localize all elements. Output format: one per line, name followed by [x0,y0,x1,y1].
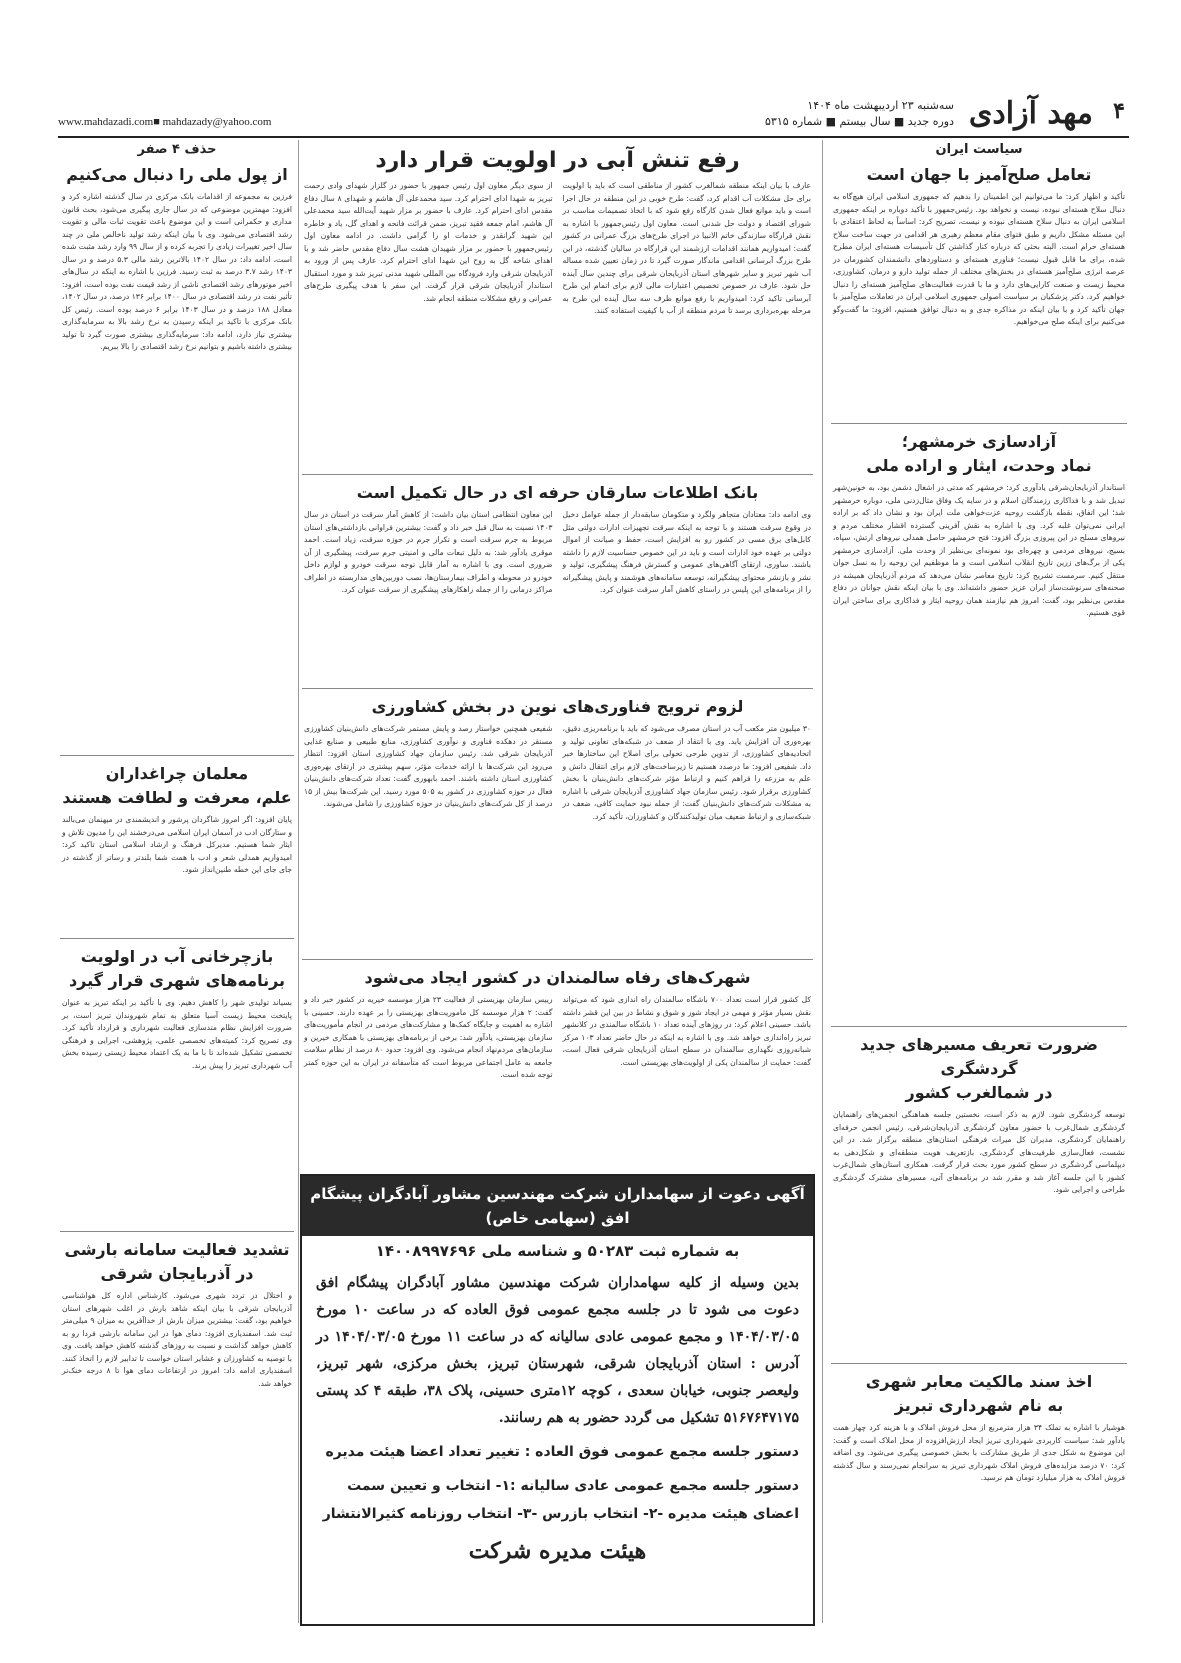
article-body: توسعه گردشگری شود. لازم به ذکر است، نخستین جلسه هماهنگی انجمن‌های راهنمایان گردشگری شمال‌غرب با حضور معاون گردشگری آذربایجان‌شرقی، رئیس انجمن حرفه‌ای راهنمایان گردشگری، مدیران کل میراث فرهنگی استان‌های منطقه برگزار شد. در این نشست، فعال‌سازی ظرفیت‌های گردشگری، بازتعریف هویت منطقه‌ای و شکل‌دهی به دیپلماسی گردشگری در سطح کشور مورد بحث قرار گرفت. همکاری استان‌های شمال‌غرب کشور با این جلسه آغاز شد و مقرر شد در برنامه‌های آتی، مسیرهای مشترک گردشگری طراحی و اجرایی شود. [833,1110,1125,1194]
article-title: بازچرخانی آب در اولویت [80,947,274,966]
page-number: ۴ [1113,98,1125,124]
article-title: تعامل صلح‌آمیز با جهان است [866,165,1092,184]
article-title: از پول ملی را دنبال می‌کنیم [66,165,288,184]
article-body: وی ادامه داد: معتادان متجاهر ولگرد و متکومان سابقه‌دار از جمله عوامل دخیل در وقوع سرقت هستند و با توجه به اینکه سرقت تجهیزات ادارات دولتی مثل کابل‌های برق مسی در کشور رو به افزایش است، حفظ و صیانت از اموال دولتی بر عهده خود ادارات است و باید در این خصوص حساسیت لازم را داشته باشند. ساوری، ارتقای آگاهی‌های عمومی و گسترش فرهنگ پیشگیری، تولید و نشر و بازنشر محتوای پیشگیرانه، توسعه سامانه‌های هوشمند و پایش پیشگیرانه را از برنامه‌های این پلیس در راستای کاهش آمار سرقت عنوان کرد. [562,510,811,594]
article-body: تأکید و اظهار کرد: ما می‌توانیم این اطمینان را بدهیم که جمهوری اسلامی ایران هیچ‌گاه به دنبال سلاح هسته‌ای نبوده، نیست و نخواهد بود. رئیس‌جمهور با تأکید دوباره بر اینکه جمهوری اسلامی ایران به دنبال سلاح هسته‌ای نبوده و نیست، تصریح کرد: اساساً به لحاظ اعتقادی با این مسئله مشکل داریم و طبق فتوای مقام معظم رهبری هر اقدامی در جهت ساخت سلاح هسته‌ای حرام است. البته بحثی که درباره کنار گذاشتن کل تأسیسات هسته‌ای ایران مطرح شده، برای ما قابل قبول نیست؛ فناوری هسته‌ای و دستاوردهای دانشمندان کشورمان در عرصه انرژی صلح‌آمیز هسته‌ای در بخش‌های مختلف از جمله تولید دارو و درمان، کشاورزی، محیط زیست و صنعت کارایی‌های دارد و ما با قدرت فعالیت‌های صلح‌آمیز هسته‌ای را دنبال خواهیم کرد. دکتر پزشکیان بر سیاست اصولی جمهوری اسلامی ایران در تعاملات صلح‌آمیز با جهان تأکید کرد و با بیان اینکه در مذاکره جدی و به دنبال توافق هستیم، افزود: ما گفت‌وگو می‌کنیم برای اینکه صلح می‌خواهیم. [833,192,1125,326]
article-columns [300,180,815,470]
notice-body: بدین وسیله از کلیه سهامداران شرکت مهندسین مشاور آبادگران پیشگام افق دعوت می شود تا در جلسه مجمع عمومی فوق العاده که در ساعت ۱۰ مورخ ۱۴۰۴/۰۳/۰۵ و مجمع عمومی عادی سالیانه که در ساعت ۱۱ مورخ ۱۴۰۴/۰۳/۰۵ در آدرس : استان آذربایجان شرقی، شهرستان تبریز، بخش مرکزی، شهر تبریز، ولیعصر جنوبی، خیابان سعدی ، کوچه ۱۲متری حسینی، پلاک ۳۸، طبقه ۴ کد پستی ۵۱۶۷۶۴۷۱۷۵ تشکیل می گردد حضور به هم رسانند. [316,1275,799,1426]
date-line: سه‌شنبه ۲۳ اردیبهشت ماه ۱۴۰۴ [807,99,954,112]
article-title: در شمالغرب کشور [905,1083,1053,1102]
article-title: شهرک‌های رفاه سالمندان در کشور ایجاد می‌شود [364,968,751,987]
center-column [300,140,815,1173]
article-title: برنامه‌های شهری قرار گیرد [68,971,286,990]
notice-agenda-annual: دستور جلسه مجمع عمومی عادی سالیانه :۱- انتخاب و تعیین سمت اعضای هیئت مدیره -۲- انتخاب بازرس -۳- انتخاب روزنامه کثیرالانتشار [322,1478,799,1522]
article-title: علم، معرفت و لطافت هستند [62,788,292,807]
notice-agenda-extraordinary: دستور جلسه مجمع عمومی فوق العاده : تغییر تعداد اعضا هیئت مدیره [325,1444,799,1460]
shareholders-notice [300,1174,815,1626]
divider [302,959,813,960]
divider [831,1363,1127,1364]
page-header [58,96,1129,136]
divider [60,755,294,756]
article-body: هوشیار با اشاره به تملک ۳۴ هزار مترمربع از محل فروش املاک و با هزینه کرد چهار همت یادآور شد: سیاست کاربردی شهرداری تبریز ایجاد ارزش‌افزوده از محل املاک است و گفت: این موضوع به شکل جدی از طریق مشارکت با بخش خصوصی پیگیری می‌شود. وی اضافه کرد: ۷۰ درصد مزایده‌های فروش املاک شهرداری تبریز به سرانجام نمی‌رسند و سال گذشته فروش املاک به هزار میلیارد تومان هم نرسید. [833,1423,1125,1482]
article-body: شفیعی همچنین خواستار رصد و پایش مستمر شرکت‌های دانش‌بنیان کشاورزی مستقر در دهکده فناوری و نوآوری کشاورزی، منابع طبیعی و صنایع غذایی آذربایجان شرقی شد. رئیس سازمان جهاد کشاورزی استان افزود: انتظار می‌رود این شرکت‌ها با ارائه خدمات مؤثر، سهم بیشتری در ارتقای بهره‌وری کشاورزی استان داشته باشند. احمد بابهوری گفت: تعداد شرکت‌های دانش‌بنیان فعال در حوزه کشاورزی در کشور به ۵۰۵ مورد رسید. این شرکت‌ها بیش از ۱۵ درصد از کل شرکت‌های دانش‌بنیان در حوزه کشاورزی را شامل می‌شوند. [304,724,553,808]
website-email[interactable]: www.mahdazadi.com■ mahdazady@yahoo.com [58,116,272,128]
issue-info [765,98,954,130]
article-columns [300,723,815,955]
article-body: و اختلال در تردد شهری می‌شود. کارشناس اداره کل هواشناسی آذربایجان شرقی با بیان اینکه شاهد بارش در اغلب شهرهای استان خواهیم بود، گفت: بیشترین میزان بارش از خداآفرین به میزان ۹ میلی‌متر ثبت شد. اسفندیاری افزود: دمای هوا در این سامانه بارشی فردا رو به کاهش خواهد گذاشت و نسبت به روزهای گذشته کاهش خواهد یافت. وی با توصیه به کشاورزان و عشایر استان خواست تا تدابیر لازم را اتخاذ کنند. اسفندیاری ادامه داد: امروز در ارتفاعات دمای هوا تا ۸ درجه خنک‌تر خواهد شد. [62,1291,292,1388]
article-body: از سوی دیگر معاون اول رئیس جمهور با حضور در گلزار شهدای وادی رحمت تبریز به شهدا ادای احترام کرد. سید محمدعلی آل هاشم و شهدای ۸ سال دفاع مقدس ادای احترام کرد. عارف با حضور بر مزار شهید آیت‌الله سید محمدعلی آل هاشم، امام جمعه فقید تبریز، ضمن قرائت فاتحه و اهدای گل، یاد و خاطره این شهید گرانقدر و خدمات او را گرامی داشت. در ادامه معاون اول رئیس‌جمهور با حضور بر مزار شهیدان هشت سال دفاع مقدس حاضر شد و با اهدای شاخه گل به روح این شهدا ادای احترام کرد. عارف پس از ورود به آذربایجان شرقی وارد فرودگاه بین المللی شهید مدنی تبریز شد و مورد استقبال استاندار آذربایجان شرقی قرار گرفت. این سفر با هدف پیگیری طرح‌های عمرانی و رفع مشکلات منطقه انجام شد. [304,181,553,303]
column-divider [822,140,823,1623]
article-title: تشدید فعالیت سامانه بارشی [64,1240,290,1259]
article-body: این معاون انتظامی استان بیان داشت: از کاهش آمار سرقت در استان در سال ۱۴۰۳ نسبت به سال قبل خبر داد و گفت: بیشترین فراوانی بازداشتی‌های استان مربوط به جرم سرقت است و تکرار جرم در حوزه سرقت، زیاد است. احمد موقری یادآور شد: به دلیل تبعات مالی و امنیتی جرم سرقت، پیشگیری از آن ضروری است. وی با اشاره به آمار قابل توجه سرقت خودرو و لوازم داخل خودرو در محوطه و اطراف بیمارستان‌ها، نصب دوربین‌های مداربسته در اطراف مراکز درمانی را از جمله راهکارهای پیشگیری از سرقت عنوان کرد. [304,510,553,594]
article-title: معلمان چراغداران [105,764,249,783]
header-rule [58,136,1129,138]
article-title: لزوم ترویج فناوری‌های نوین در بخش کشاورزی [371,697,744,716]
article-body: ۳۰ میلیون متر مکعب آب در استان مصرف می‌شود که باید با برنامه‌ریزی دقیق، بهره‌وری آن افزایش یابد. وی با انتقاد از ضعف در شبکه‌های تعاونی تولید و اتحادیه‌های کشاورزی، از تدوین طرحی تحولی برای اصلاح این ساختارها خبر داد. شفیعی افزود: ما درصدد هستیم تا زیرساخت‌های لازم برای انتقال دانش و علم به مزرعه را فراهم کنیم و ارتباط مؤثر شرکت‌های دانش‌بنیان با بخش کشاورزی برقرار شود. رئیس سازمان جهاد کشاورزی آذربایجان شرقی با اشاره به مشکلات شرکت‌های دانش‌بنیان گفت: از جمله نبود حمایت کافی، ضعف در شبکه‌سازی و ارتباط ضعیف میان تولیدکنندگان و کشاورزان، تأکید کرد. [562,724,811,821]
article-title: اخذ سند مالکیت معابر شهری [865,1372,1093,1391]
article-title: رفع تنش آبی در اولویت قرار دارد [375,148,740,173]
article-columns [300,509,815,684]
article-body: کل کشور قرار است تعداد ۷۰۰ باشگاه سالمندان راه اندازی شود که می‌تواند نقش بسیار مؤثر و مهمی در ایجاد شور و شوق و نشاط در بین این قشر داشته باشد. حسینی اعلام کرد: در روزهای آینده تعداد ۱۰ باشگاه سالمندی در کلانشهر تبریز راه‌اندازی خواهد شد. وی با اشاره به اینکه در حال حاضر تعداد ۱۰۳ مرکز شبانه‌روزی نگهداری سالمندان در سطح استان آذربایجان شرقی فعال است، گفت: حمایت از سالمندان یکی از اولویت‌های بهزیستی است. [562,995,811,1067]
divider [60,938,294,939]
article-kicker: حذف ۴ صفر [137,142,217,157]
right-column [829,140,1129,1623]
article-title: بانک اطلاعات سارقان حرفه ای در حال تکمیل است [356,483,759,502]
issue-line: دوره جدید ■ سال بیستم ■ شماره ۵۳۱۵ [765,115,954,128]
article-body: استاندار آذربایجان‌شرقی یادآوری کرد: خرمشهر که مدتی در اشغال دشمن بود، به خونین‌شهر تبدیل شد و با فداکاری رزمندگان اسلام و در سایه یک وفاق مثال‌زدنی ملی، دوباره خرمشهر شد؛ این اتفاق، نقطه بازگشت روحیه عزت‌خواهی ملت ایران بود و نشان داد که بر اراده ایرانی نمی‌توان غلبه کرد. وی با اشاره به نقش آفرینی گسترده اقشار مختلف مردم و نیروهای مسلح در این پیروزی بزرگ افزود: فتح خرمشهر حاصل همدلی نیروهای ارتش، سپاه، بسیج، نیروهای مردمی و چهره‌ای بود نمونه‌ای بی‌نظیر از وحدت ملی. آزادسازی خرمشهر یکی از برگ‌های زرین تاریخ انقلاب اسلامی است و ما موظفیم این روحیه را به نسل جوان منتقل کنیم. سرمست تشریح کرد: تاریخ معاصر نشان می‌دهد که مردم آذربایجان همیشه در صحنه‌های سرنوشت‌ساز ایران عزیز حضور داشته‌اند. وی با بیان اینکه نقش جوانان در دفاع مقدس بی‌نظیر بود، گفت: امروز هم نیازمند همان روحیه ایثار و فداکاری برای ساختن ایران قوی هستیم. [833,483,1125,617]
notice-title: آگهی دعوت از سهامداران شرکت مهندسین مشاور آبادگران پیشگام افق (سهامی خاص) [302,1176,813,1236]
notice-registration: به شماره ثبت ۵۰۲۸۳ و شناسه ملی ۱۴۰۰۸۹۹۷۶۹۶ [375,1242,740,1260]
article-kicker: سیاست ایران [935,142,1023,157]
article-title: ضرورت تعریف مسیرهای جدید گردشگری [860,1035,1098,1078]
article-body: رییس سازمان بهزیستی از فعالیت ۲۳ هزار موسسه خیریه در کشور خبر داد و گفت: ۲ هزار موسسه کل ماموریت‌های بهزیستی را بر عهده دارند. حسینی با اشاره به اهمیت و جایگاه کمک‌ها و مشارکت‌های مردمی در انجام مأموریت‌های سازمان بهزیستی، یادآور شد: برخی از برنامه‌های بهزیستی با همکاری خیرین و سازمان‌های مردم‌نهاد انجام می‌شود. وی افزود: حدود ۸۰ درصد از نظام سلامت جامعه به عامل اجتماعی مربوط است که متأسفانه در ایران به این حوزه کمتر توجه شده است. [304,995,553,1079]
article-title: آزادسازی خرمشهر؛ [901,432,1057,451]
article-title: نماد وحدت، ایثار و اراده ملی [866,456,1092,475]
left-column [58,140,296,1623]
article-title: در آذربایجان شرقی [100,1264,254,1283]
column-divider [298,140,299,1623]
divider [302,688,813,689]
divider [60,1231,294,1232]
article-body: بسیاند تولیدی شهر را کاهش دهیم. وی با تأکید بر اینکه تبریز به عنوان پایتخت محیط زیست آسیا متعلق به تمام شهروندان تبریز است، بر ضرورت افزایش نظام متدسازی فعالیت شهرداری و قرارداد تأکید کرد. وی تصریح کرد: کمیته‌های تخصصی علمی، پژوهشی، اجرایی و فرهنگی تخصصی تشکیل شده‌اند تا با ما به یک اعتماد محیط زیستی رسیده بخش آب شهرداری تبریز را پیش برند. [62,998,292,1070]
article-body: عارف با بیان اینکه منطقه شمالغرب کشور از مناطقی است که باید با اولویت برای حل مشکلات آب اقدام کرد، گفت: طرح خوبی در این منطقه در حال اجرا است و باید موانع فعال شدن کارگاه رفع شود که با اتخاذ تصمیمات مناسب در شورای اقتصاد و دولت حل شدنی است. معاون اول رئیس‌جمهور با اشاره به نقش قرارگاه سازندگی خاتم الانبیا در اجرای طرح‌های بزرگ عمرانی در کشور گفت: امیدواریم همانند اقدامات ارزشمند این قرارگاه در سالیان گذشته، در این طرح بزرگ آبرسانی اقدامی ماندگار صورت گیرد تا در زمان تعیین شده مساله آب شهر تبریز و سایر شهرهای استان آذربایجان شرقی برای چندین سال آینده حل شود. عارف در خصوص تخصیص اعتبارات مالی لازم برای اتمام این طرح آبرسانی تاکید کرد: امیدواریم با رفع موانع ظرف سه سال آینده این طرح به مرحله بهره‌برداری برسد تا مردم منطقه از آب با کیفیت استفاده کنند. [562,181,811,315]
article-body: پایان افزود: اگر امروز شاگردان پرشور و اندیشمندی در میهنمان می‌بالند و ستارگان ادب در آسمان ایران اسلامی می‌درخشند این را مدیون تلاش و ایثار شما هستیم. مدیرکل فرهنگ و ارشاد اسلامی استان تاکید کرد: امیدواریم همدلی شعر و ادب با همت شما بلندتر و رساتر از گذشته در جای جای این خطه طنین‌انداز شود. [62,815,292,874]
article-columns [300,994,815,1173]
newspaper-logo: مهد آزادی [968,96,1093,131]
article-body: فرزین به مجموعه از اقدامات بانک مرکزی در سال گذشته اشاره کرد و افزود: مهمترین موضوعی که در سال جاری پیگیری می‌شود، بحث قانون مداری و حکمرانی است و این موضوع باعث تقویت ثبات مالی و تقویت رشد اقتصادی می‌شود. وی با بیان اینکه رشد تولید ناخالص ملی در چند سال اخیر تغییرات زیادی را تجربه کرده و از سال ۹۹ وارد رشد مثبت شده است، ادامه داد: در سال ۱۴۰۲ بالاترین رشد مالی ۵.۳ درصد و در سال ۱۴۰۳ رشد ۳.۷ درصد به ثبت رسید. فرزین با اشاره به اینکه در سال‌های اخیر موتورهای رشد اقتصادی ناشی از رشد قیمت نفت بوده است، افزود: تأثیر نفت در رشد اقتصادی در سال ۱۴۰۰ برابر ۱۳۶ درصد، در سال ۱۴۰۲، معادل ۱۸۸ درصد و در سال ۱۴۰۳ برابر ۶ درصد بوده است. رئیس کل بانک مرکزی با تاکید بر اینکه رسیدن به نرخ رشد بالا به سرمایه‌گذاری بیشتری نیاز دارد، ادامه داد: سرمایه‌گذاری بیشتری صورت گیرد تا تولید بیشتری داشته باشیم و بتوانیم نرخ رشد اقتصادی را بالا ببریم. [62,192,293,351]
notice-signature: هیئت مدیره شرکت [468,1538,647,1564]
divider [302,474,813,475]
divider [831,423,1127,424]
article-title: به نام شهرداری تبریز [894,1396,1064,1415]
divider [831,1026,1127,1027]
